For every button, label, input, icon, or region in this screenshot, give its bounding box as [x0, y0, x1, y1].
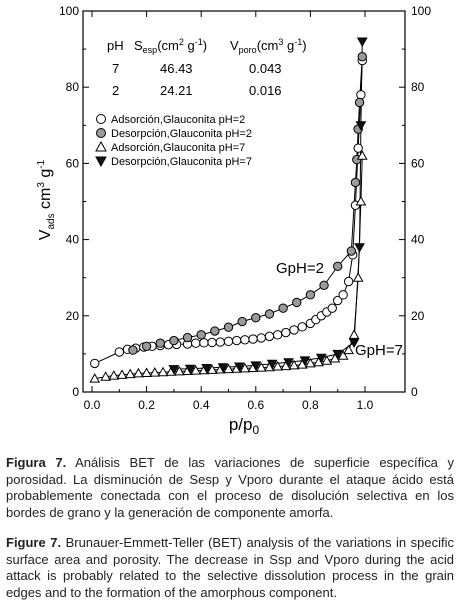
y-tick-label-right: 40 [411, 232, 425, 247]
data-point [252, 314, 260, 322]
annotation-gph2: GpH=2 [276, 260, 324, 277]
y-tick-label: 100 [58, 4, 79, 18]
y-tick-label-right: 0 [411, 385, 418, 399]
y-tick-label-right: 100 [411, 4, 432, 18]
y-tick-label-right: 20 [411, 308, 425, 323]
caption-text: Análisis BET de las variaciones de superficie específica y porosidad. La disminución de Sesp y Vporo durante el ataque ácido está probablemente conectada con el proceso de disolución selectiva en los bordes de grano y la generación de componente amorfa. [6, 455, 454, 520]
data-point [293, 298, 301, 306]
data-point [273, 331, 281, 339]
legend-marker-triangle-filled [96, 157, 106, 166]
data-point [347, 247, 355, 255]
caption-text: Brunauer-Emmett-Teller (BET) analysis of the variations in specific surface area and porosity. The decrease in Ssp and Vporo during the acid attack is probably related to the selective dissolution process in the grain edges and to the formation of the amorphous component. [6, 535, 454, 600]
data-point [358, 38, 367, 46]
y-tick-label: 40 [65, 232, 79, 247]
x-tick-label: 0.4 [192, 398, 210, 412]
data-point [211, 327, 219, 335]
data-point [265, 310, 273, 318]
data-point [257, 334, 265, 342]
legend-label: Desorpción,Glauconita pH=2 [111, 128, 252, 140]
data-point [238, 317, 246, 325]
y-tick-label-right: 60 [411, 156, 425, 171]
x-tick-label: 0.6 [247, 398, 265, 412]
data-point [249, 335, 257, 343]
legend-marker-triangle-open [96, 142, 106, 151]
caption-label: Figura 7. [6, 455, 67, 470]
data-point [354, 144, 362, 152]
data-point [224, 337, 232, 345]
table-cell: 0.016 [249, 83, 282, 98]
data-point [344, 346, 353, 354]
data-point [356, 197, 365, 205]
data-point [232, 336, 240, 344]
table-header-vporo: $V_{poro}(cm^3$ $g^{-1}$) [230, 37, 307, 55]
x-tick-label: 0.2 [138, 398, 155, 412]
x-tick-label: 0.0 [83, 398, 101, 412]
table-cell: 7 [112, 61, 120, 76]
annotation-gph7: GpH=7 [355, 342, 403, 359]
data-point [351, 178, 359, 186]
data-marks [90, 38, 367, 382]
x-tick-label: 1.0 [356, 398, 374, 412]
data-point [192, 339, 200, 347]
data-point [339, 291, 347, 299]
data-point [183, 333, 191, 341]
data-point [282, 328, 290, 336]
y-tick-label: 60 [65, 156, 79, 171]
data-point [200, 339, 208, 347]
data-point [306, 291, 314, 299]
caption-english [6, 535, 454, 601]
data-point [355, 98, 363, 106]
table-cell: 24.21 [160, 83, 193, 98]
inset-table [107, 37, 307, 98]
legend-marker-circle-open [97, 115, 106, 124]
data-point [241, 336, 249, 344]
data-point [91, 359, 99, 367]
y-tick-label: 80 [65, 80, 79, 95]
data-point [156, 339, 164, 347]
data-point [290, 326, 298, 334]
data-point [279, 304, 287, 312]
data-point [334, 262, 342, 270]
data-point [115, 348, 123, 356]
table-cell: 46.43 [160, 61, 193, 76]
data-point [358, 53, 366, 61]
series-line [133, 57, 362, 350]
data-point [142, 342, 150, 350]
data-point [357, 91, 365, 99]
data-point [216, 338, 224, 346]
y-axis-label: $V_{ads}$ $cm^3$ $g^{-1}$ [36, 159, 57, 241]
data-point [208, 338, 216, 346]
table-header-sesp: $S_{esp}(cm^2$ $g^{-1}$) [134, 37, 208, 55]
y-tick-label: 0 [72, 385, 79, 399]
data-point [129, 346, 137, 354]
table-cell: 0.043 [249, 61, 282, 76]
table-header-ph: pH [107, 38, 124, 53]
legend-marker-circle-filled [97, 129, 106, 138]
legend-label: Desorpción,Glauconita pH=7 [111, 156, 252, 168]
data-point [197, 331, 205, 339]
y-tick-label-right: 80 [411, 80, 425, 95]
x-axis-label: $p/p_0$ [228, 415, 260, 437]
data-point [350, 330, 359, 338]
y-tick-label: 20 [65, 308, 79, 323]
legend [96, 114, 252, 168]
legend-label: Adsorción,Glauconita pH=7 [111, 142, 246, 154]
legend-label: Adsorción,Glauconita pH=2 [111, 114, 246, 126]
data-point [320, 281, 328, 289]
data-point [170, 336, 178, 344]
data-point [298, 323, 306, 331]
caption-label: Figure 7. [6, 535, 62, 550]
data-point [265, 332, 273, 340]
data-point [328, 304, 336, 312]
data-point [354, 273, 363, 281]
x-tick-label: 0.8 [302, 398, 319, 412]
caption-spanish [6, 455, 454, 521]
data-point [355, 244, 364, 252]
table-cell: 2 [112, 83, 120, 98]
data-point [224, 323, 232, 331]
data-point [344, 277, 352, 285]
